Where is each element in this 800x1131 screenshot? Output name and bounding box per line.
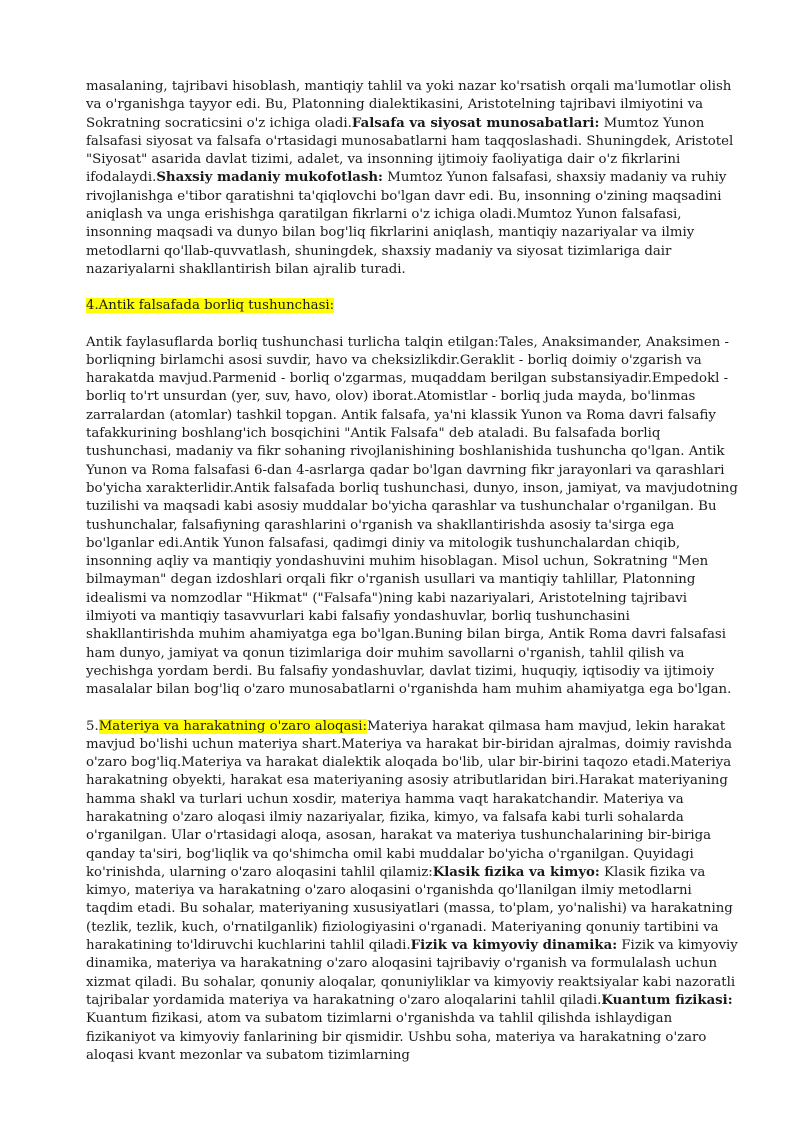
spacer — [86, 279, 740, 297]
spacer — [86, 316, 740, 334]
subheading-quantum-physics: Kuantum fizikasi: — [601, 992, 733, 1008]
section-heading-4 — [86, 297, 740, 315]
subheading-personal-culture: Shaxsiy madaniy mukofotlash: — [156, 170, 383, 186]
section-number: 5. — [86, 718, 99, 734]
paragraph-text: Klasik fizika va kimyo, materiya va harakatning o'zaro aloqasini o'rganishda qo'llanilgan ilmiy metodlarni taqdim etadi. Bu sohalar, materiyaning xususiyatlari (massa, to'plam, yo'nalishi) va harakatning (tezlik, tezlik, kuch, o'rnatilganlik) fiziologiyasini o'rganadi. Materiyaning qonuniy tartibini va harakatining to'ldiruvchi kuchlarini tahlil qiladi. — [86, 864, 733, 954]
highlighted-heading: Materiya va harakatning o'zaro aloqasi: — [98, 718, 367, 734]
paragraph-classical-philosophy — [86, 78, 740, 279]
highlighted-heading: 4.Antik falsafada borliq tushunchasi: — [86, 298, 335, 314]
paragraph-matter-motion — [86, 718, 740, 1066]
subheading-philosophy-politics: Falsafa va siyosat munosabatlari: — [351, 115, 600, 131]
paragraph-text: Fizik va kimyoviy dinamika, materiya va harakatning o'zaro aloqasini tajribaviy o'rganish va formulalash uchun xizmat qiladi. Bu sohalar, qonuniy aloqalar, qonuniyliklar va kimyoviy reaktsiyalar kabi nazoratli tajribalar yordamida materiya va harakatning o'zaro aloqalarini tahlil qiladi. — [86, 938, 738, 1008]
paragraph-text: masalaning, tajribavi hisoblash, mantiqiy tahlil va yoki nazar ko'rsatish orqali ma'lumotlar olish va o'rganishga tayyor edi. Bu, Platonning dialektikasini, Aristotelning tajribavi ilmiyotini va Sokratning socraticsini o'z ichiga oladi. — [86, 79, 732, 131]
paragraph-text: Kuantum fizikasi, atom va subatom tizimlarni o'rganishda va tahlil qilishda ishlaydigan fizikaniyot va kimyoviy fanlarining bir qismidir. Ushbu soha, materiya va harakatning o'zaro aloqasi kvant mezonlar va subatom tizimlarning — [86, 1011, 707, 1063]
spacer — [86, 700, 740, 718]
paragraph-text: Materiya harakat qilmasa ham mavjud, lekin harakat mavjud bo'lishi uchun materiya shart.Materiya va harakat bir-biridan ajralmas, doimiy ravishda o'zaro bog'liq.Materiya va harakat dialektik aloqada bo'lib, ular bir-birini taqozo etadi.Materiya harakatning obyekti, harakat esa materiyaning asosiy atributlaridan biri.Harakat materiyaning hamma shakl va turlari uchun xosdir, materiya hamma vaqt harakatchandir. Materiya va harakatning o'zaro aloqasi ilmiy nazariyalar, fizika, kimyo, va falsafa kabi turli sohalarda o'rganilgan. Ular o'rtasidagi aloqa, asosan, harakat va materiya tushunchalarining bir-biriga qanday ta'siri, bog'liqlik va qo'shimcha omil kabi muddalar bo'yicha o'rganilgan. Quyidagi ko'rinishda, ularning o'zaro aloqasini tahlil qilamiz: — [86, 718, 733, 880]
paragraph-being-concept: Antik faylasuflarda borliq tushunchasi turlicha talqin etilgan:Tales, Anaksimander, Anaksimen - borliqning birlamchi asosi suvdir, havo va cheksizlikdir.Geraklit - borliq doimiy o'zgarish va harakatda mavjud.Parmenid - borliq o'zgarmas, muqaddam berilgan substansiyadir.Empedokl - borliq to'rt unsurdan (yer, suv, havo, olov) iborat.Atomistlar - borliq juda mayda, bo'linmas zarralardan (atomlar) tashkil topgan. Antik falsafa, ya'ni klassik Yunon va Roma davri falsafiy tafakkurining boshlang'ich bosqichini "Antik Falsafa" deb ataladi. Bu falsafada borliq tushunchasi, madaniy va fikr sohaning rivojlanishining boshlanishida tushuncha qo'lgan. Antik Yunon va Roma falsafasi 6-dan 4-asrlarga qadar bo'lgan davrning fikr jarayonlari va qarashlari bo'yicha xarakterlidir.Antik falsafada borliq tushunchasi, dunyo, inson, jamiyat, va mavjudotning tuzilishi va maqsadi kabi asosiy muddalar bo'yicha qarashlar va tushunchalar o'rganilgan. Bu tushunchalar, falsafiyning qarashlarini o'rganish va shakllantirishda asosiy ta'sirga ega bo'lganlar edi.Antik Yunon falsafasi, qadimgi diniy va mitologik tushunchalardan chiqib, insonning aqliy va mantiqiy yondashuvini muhim hisoblagan. Misol uchun, Sokratning "Men bilmayman" degan izdoshlari orqali fikr o'rganish usullari va mantiqiy tahlillar, Platonning idealismi va nomzodlar "Hikmat" ("Falsafa")ning kabi nazariyalari, Aristotelning tajribavi ilmiyoti va mantiqiy tasavvurlari kabi falsafiy yondashuvlar, borliq tushunchasini shakllantirishda muhim ahamiyatga ega bo'lgan.Buning bilan birga, Antik Roma davri falsafasi ham dunyo, jamiyat va qonun tizimlariga doir muhim savollarni o'rganish, tahlil qilish va yechishga yordam berdi. Bu falsafiy yondashuvlar, davlat tizimi, huquqiy, iqtisodiy va ijtimoiy masalalar bilan bog'liq o'zaro munosabatlarni o'rganishda ham muhim ahamiyatga ega bo'lgan. — [86, 334, 738, 698]
subheading-classical-physics: Klasik fizika va kimyo: — [432, 864, 600, 880]
paragraph-text: Mumtoz Yunon falsafasi siyosat va falsafa o'rtasidagi munosabatlarni ham taqqoslashadi. Shuningdek, Aristotel "Siyosat" asarida davlat tizimi, adalet, va insonning ijtimoiy faoliyatiga dair o'z fikrlarini ifodalaydi. — [86, 115, 734, 186]
subheading-dynamics: Fizik va kimyoviy dinamika: — [410, 938, 618, 954]
paragraph-text: Mumtoz Yunon falsafasi, shaxsiy madaniy va ruhiy rivojlanishga e'tibor qaratishni ta'qiqlovchi bo'lgan davr edi. Bu, insonning o'zining maqsadini aniqlash va unga erishishga qaratilgan fikrlarni o'z ichiga oladi.Mumtoz Yunon falsafasi, insonning maqsadi va dunyo bilan bog'liq fikrlarini aniqlash, mantiqiy nazariyalar va ilmiy metodlarni qo'llab-quvvatlash, shuningdek, shaxsiy madaniy va siyosat tizimlariga dair nazariyalarni shakllantirish bilan ajralib turadi. — [86, 170, 727, 277]
